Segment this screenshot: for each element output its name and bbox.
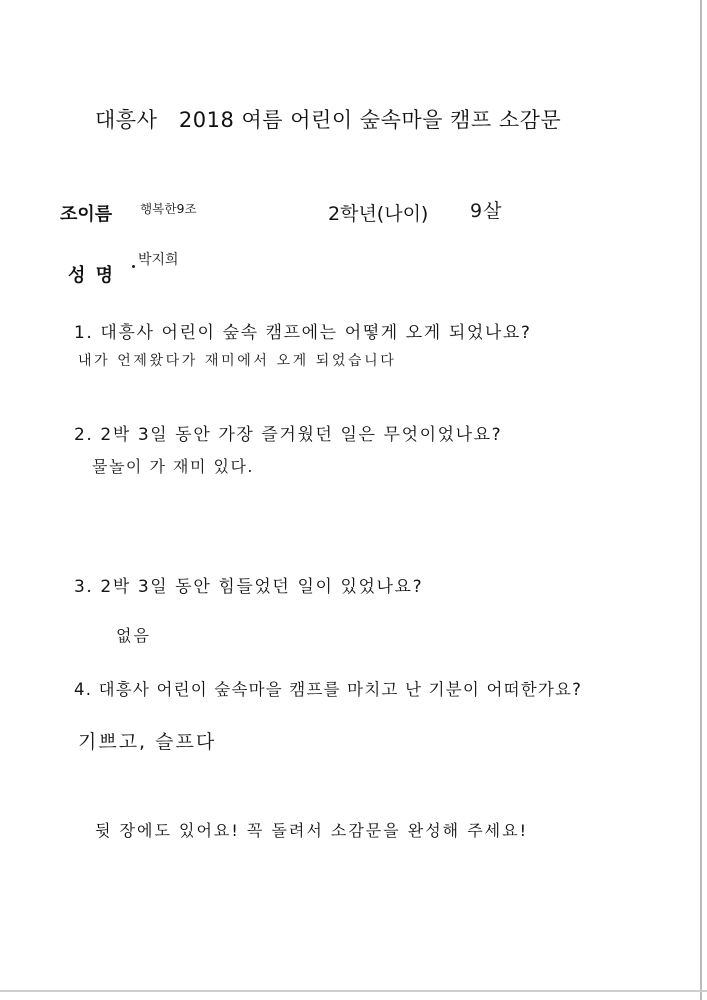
question-2: 2. 2박 3일 동안 가장 즐거웠던 일은 무엇이었나요?: [74, 425, 503, 445]
age-value: 9살: [470, 200, 503, 222]
question-4: 4. 대흥사 어린이 숲속마을 캠프를 마치고 난 기분이 어떠한가요?: [74, 680, 583, 699]
scan-edge-right: [700, 0, 702, 1000]
scan-edge-bottom: [0, 990, 707, 992]
answer-1: 내가 언제왔다가 재미에서 오게 되었습니다: [78, 353, 397, 369]
question-1: 1. 대흥사 어린이 숲속 캠프에는 어떻게 오게 되었나요?: [74, 323, 532, 343]
form-title: 대흥사 2018 여름 어린이 숲속마을 캠프 소감문: [95, 108, 562, 132]
team-name-value: 행복한9조: [140, 202, 197, 216]
answer-2: 물놀이 가 재미 있다.: [92, 457, 254, 476]
student-name-value: 박지희: [138, 252, 179, 268]
grade-label: 2학년(나이): [328, 203, 429, 225]
name-dot: [132, 265, 135, 268]
question-3: 3. 2박 3일 동안 힘들었던 일이 있었나요?: [74, 577, 424, 597]
answer-4: 기쁘고, 슬프다: [78, 731, 217, 753]
student-name-label: 성 명: [68, 265, 116, 286]
footer-note: 뒷 장에도 있어요! 꼭 돌려서 소감문을 완성해 주세요!: [95, 821, 529, 840]
answer-3: 없음: [116, 626, 151, 645]
team-name-label: 조이름: [60, 204, 113, 225]
